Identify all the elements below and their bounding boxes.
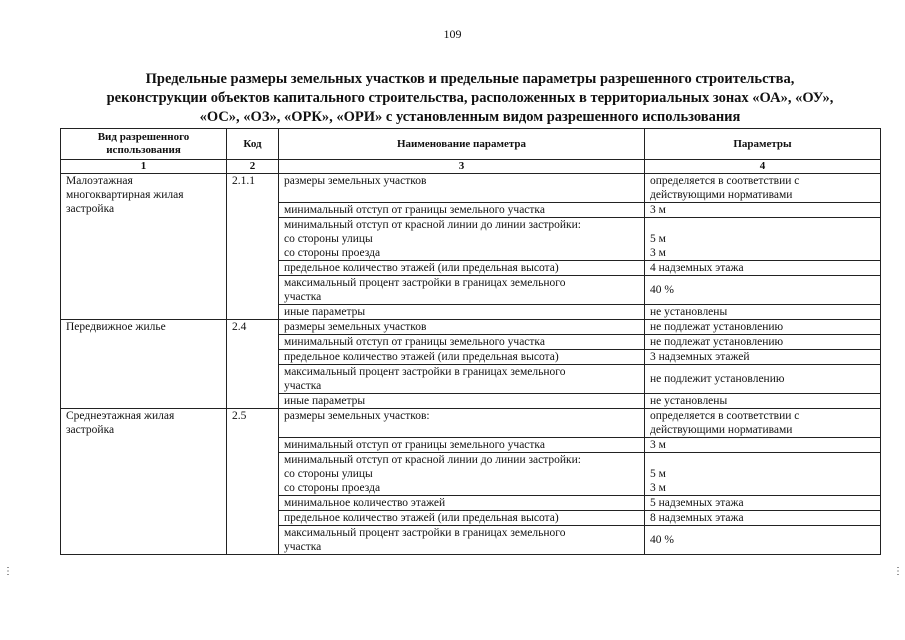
use-type-text: Малоэтажная [66, 175, 133, 187]
param-value-text: 3 м [650, 482, 666, 494]
param-name-text: предельное количество этажей (или предельная высота) [284, 262, 559, 274]
use-type-cell [61, 174, 227, 320]
param-value-text: не установлены [650, 395, 728, 407]
param-value-text: 5 м [650, 468, 666, 480]
param-name-cell [279, 394, 645, 409]
param-name-text: участка [284, 380, 322, 392]
param-name-text: минимальный отступ от границы земельного участка [284, 439, 545, 451]
param-value-cell [645, 320, 881, 335]
document-title [60, 70, 880, 127]
param-name-cell [279, 276, 645, 305]
param-value-text [650, 218, 875, 232]
param-name-text: максимальный процент застройки в границах земельного [284, 527, 566, 539]
param-name-cell [279, 174, 645, 203]
param-value-cell [645, 526, 881, 555]
param-value-text: 40 % [650, 284, 674, 296]
header-param-name: Наименование параметра [279, 129, 645, 160]
param-value-cell [645, 409, 881, 438]
param-name-cell [279, 203, 645, 218]
param-name-text: минимальный отступ от границы земельного участка [284, 336, 545, 348]
title-line: реконструкции объектов капитального строительства, расположенных в территориальных зонах «ОА», «ОУ», [106, 90, 834, 106]
param-value-cell [645, 335, 881, 350]
param-name-cell [279, 261, 645, 276]
edge-mark: ⋮ [893, 566, 903, 577]
param-value-text: 4 надземных этажа [650, 262, 744, 274]
param-value-cell [645, 276, 881, 305]
use-type-text: Среднеэтажная жилая [66, 410, 175, 422]
param-name-text: предельное количество этажей (или предельная высота) [284, 351, 559, 363]
header-use-type [61, 129, 227, 160]
use-type-text: застройка [66, 203, 115, 215]
title-line: Предельные размеры земельных участков и предельные параметры разрешенного строительства, [145, 71, 795, 87]
code-cell: 2.1.1 [227, 174, 279, 320]
param-name-cell [279, 453, 645, 496]
param-value-cell [645, 218, 881, 261]
column-number: 4 [645, 160, 881, 174]
param-name-text: максимальный процент застройки в границах земельного [284, 277, 566, 289]
param-value-text: 5 надземных этажа [650, 497, 744, 509]
param-name-cell [279, 305, 645, 320]
param-value-cell [645, 261, 881, 276]
param-name-text: со стороны проезда [284, 247, 381, 259]
param-value-text: действующими нормативами [650, 189, 793, 201]
param-value-text: не установлены [650, 306, 728, 318]
table-body [61, 174, 881, 555]
param-value-text: 3 м [650, 439, 666, 451]
header-params: Параметры [645, 129, 881, 160]
code-cell: 2.5 [227, 409, 279, 555]
code-cell: 2.4 [227, 320, 279, 409]
param-value-text: 3 м [650, 204, 666, 216]
param-name-cell [279, 365, 645, 394]
edge-mark: ⋮ [3, 566, 13, 577]
table-row [61, 409, 881, 438]
use-type-cell [61, 320, 227, 409]
table-row [61, 320, 881, 335]
param-name-cell [279, 409, 645, 438]
param-value-text: действующими нормативами [650, 424, 793, 436]
param-name-text: минимальный отступ от красной линии до линии застройки: [284, 454, 581, 466]
param-name-text: участка [284, 541, 322, 553]
param-value-text: не подлежат установлению [650, 336, 784, 348]
param-name-text: размеры земельных участков [284, 321, 427, 333]
param-value-text: 40 % [650, 534, 674, 546]
table-row [61, 174, 881, 203]
param-name-text: минимальный отступ от границы земельного участка [284, 204, 545, 216]
param-name-text: со стороны улицы [284, 468, 373, 480]
param-value-cell [645, 496, 881, 511]
param-name-cell [279, 320, 645, 335]
title-line: «ОС», «ОЗ», «ОРК», «ОРИ» с установленным видом разрешенного использования [199, 109, 741, 125]
param-name-cell [279, 350, 645, 365]
param-name-text: предельное количество этажей (или предельная высота) [284, 512, 559, 524]
header-text: Вид разрешенного [97, 131, 190, 143]
use-type-text: Передвижное жилье [66, 321, 166, 333]
param-name-text: иные параметры [284, 306, 366, 318]
use-type-text: многоквартирная жилая [66, 189, 184, 201]
param-name-text: размеры земельных участков [284, 175, 427, 187]
param-name-text: иные параметры [284, 395, 366, 407]
param-value-cell [645, 174, 881, 203]
column-number: 3 [279, 160, 645, 174]
param-value-cell [645, 350, 881, 365]
param-name-text: минимальный отступ от красной линии до линии застройки: [284, 219, 581, 231]
column-number-row [61, 160, 881, 174]
param-name-text: участка [284, 291, 322, 303]
param-value-cell [645, 305, 881, 320]
param-value-text: 5 м [650, 233, 666, 245]
parameters-table [60, 128, 881, 555]
param-value-cell [645, 438, 881, 453]
param-name-cell [279, 496, 645, 511]
param-name-cell [279, 335, 645, 350]
param-value-text: 3 м [650, 247, 666, 259]
param-value-cell [645, 365, 881, 394]
param-name-text: со стороны проезда [284, 482, 381, 494]
param-name-cell [279, 218, 645, 261]
param-name-text: максимальный процент застройки в границах земельного [284, 366, 566, 378]
param-value-cell [645, 453, 881, 496]
column-number: 2 [227, 160, 279, 174]
header-text: использования [106, 144, 181, 156]
param-value-cell [645, 511, 881, 526]
param-name-text: размеры земельных участков: [284, 410, 430, 422]
column-number: 1 [61, 160, 227, 174]
header-code: Код [227, 129, 279, 160]
param-name-text: со стороны улицы [284, 233, 373, 245]
use-type-cell [61, 409, 227, 555]
param-name-cell [279, 526, 645, 555]
use-type-text: застройка [66, 424, 115, 436]
param-value-text: не подлежат установлению [650, 321, 784, 333]
param-name-cell [279, 511, 645, 526]
param-name-text: минимальное количество этажей [284, 497, 446, 509]
page-number: 109 [443, 27, 462, 41]
param-name-cell [279, 438, 645, 453]
table-header-row [61, 129, 881, 160]
param-value-text: 8 надземных этажа [650, 512, 744, 524]
param-value-cell [645, 203, 881, 218]
param-value-text: 3 надземных этажей [650, 351, 750, 363]
param-value-text [650, 453, 875, 467]
param-value-text: определяется в соответствии с [650, 410, 800, 422]
param-value-text: не подлежит установлению [650, 373, 785, 385]
param-value-text: определяется в соответствии с [650, 175, 800, 187]
param-value-cell [645, 394, 881, 409]
